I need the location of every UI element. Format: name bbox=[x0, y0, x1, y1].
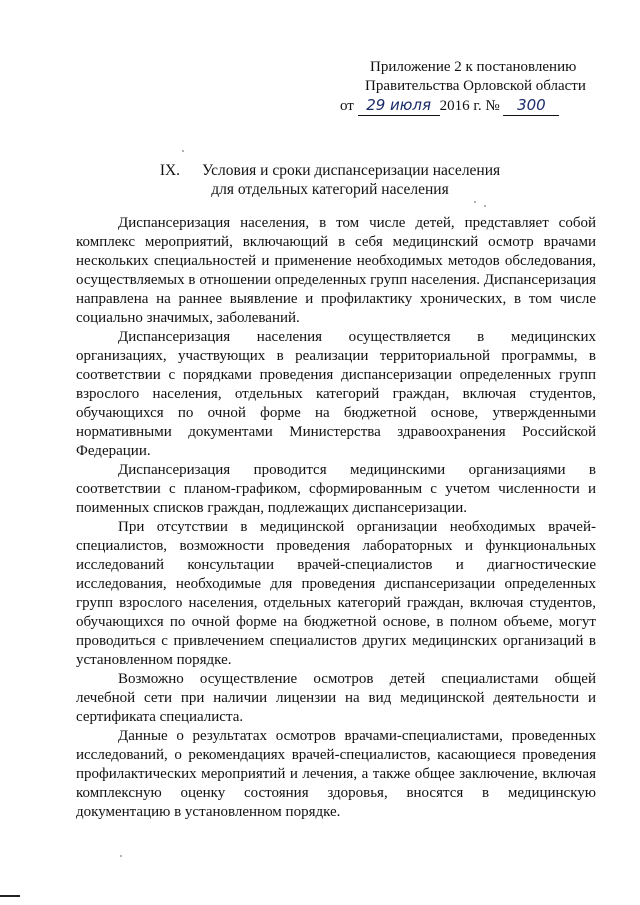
document-body bbox=[76, 214, 596, 822]
scan-speck bbox=[474, 201, 476, 203]
paragraph: Диспансеризация населения, в том числе детей, представляет собой комплекс мероприятий, включающий в себя медицинский осмотр врачами нескольких специальностей и применение необходимых методов обследования, осуществляемых в отношении определенных групп населения. Диспансеризация направлена на раннее выявление и профилактику хронических, в том числе социально значимых, заболеваний. bbox=[76, 215, 596, 326]
handwritten-date: 29 июля bbox=[358, 96, 440, 116]
section-title-text1: Условия и сроки диспансеризации населения bbox=[202, 162, 501, 179]
section-title-line2: для отдельных категорий населения bbox=[211, 181, 449, 198]
paragraph: Диспансеризация проводится медицинскими организациями в соответствии с планом-графиком, сформированным с учетом численности и поименных списков граждан, подлежащих диспансеризации. bbox=[76, 462, 596, 516]
date-prefix: от bbox=[340, 98, 354, 114]
scan-speck bbox=[484, 205, 486, 207]
section-title bbox=[70, 161, 590, 199]
year-text: 2016 г. № bbox=[439, 98, 500, 114]
paragraph: Возможно осуществление осмотров детей специалистами общей лечебной сети при наличии лицензии на вид медицинской деятельности и сертификата специалиста. bbox=[76, 671, 596, 725]
header-line-appendix: Приложение 2 к постановлению bbox=[370, 59, 577, 75]
paragraph: Данные о результатах осмотров врачами-специалистами, проведенных исследований, о рекомендациях врачей-специалистов, касающиеся проведения профилактических мероприятий и лечения, а также общее заключение, включая комплексную оценку состояния здоровья, вносятся в медицинскую документацию в установленном порядке. bbox=[76, 728, 596, 820]
scan-speck bbox=[120, 855, 122, 857]
paragraph: Диспансеризация населения осуществляется в медицинских организациях, участвующих в реализации территориальной программы, в соответствии с порядками проведения диспансеризации определенных групп взрослого населения, отдельных категорий граждан, включая студентов, обучающихся по очной форме на бюджетной основе, утвержденными нормативными документами Министерства здравоохранения Российской Федерации. bbox=[76, 329, 596, 459]
section-title-line1 bbox=[70, 161, 590, 180]
header-line-government: Правительства Орловской области bbox=[365, 78, 586, 94]
handwritten-number: 300 bbox=[503, 96, 559, 116]
page-edge-mark bbox=[0, 895, 20, 897]
paragraph: При отсутствии в медицинской организации необходимых врачей-специалистов, возможности проведения лабораторных и функциональных исследований консультации врачей-специалистов и диагностические исследования, необходимые для проведения диспансеризации определенных групп взрослого населения, отдельных категорий граждан, включая студентов, обучающихся по очной форме на бюджетной основе, в полном объеме, могут проводиться с привлечением специалистов других медицинских организаций в установленном порядке. bbox=[76, 519, 596, 668]
scan-speck bbox=[182, 150, 184, 152]
document-header bbox=[340, 58, 620, 116]
header-line-date bbox=[340, 96, 620, 116]
section-number: IX. bbox=[159, 162, 181, 179]
